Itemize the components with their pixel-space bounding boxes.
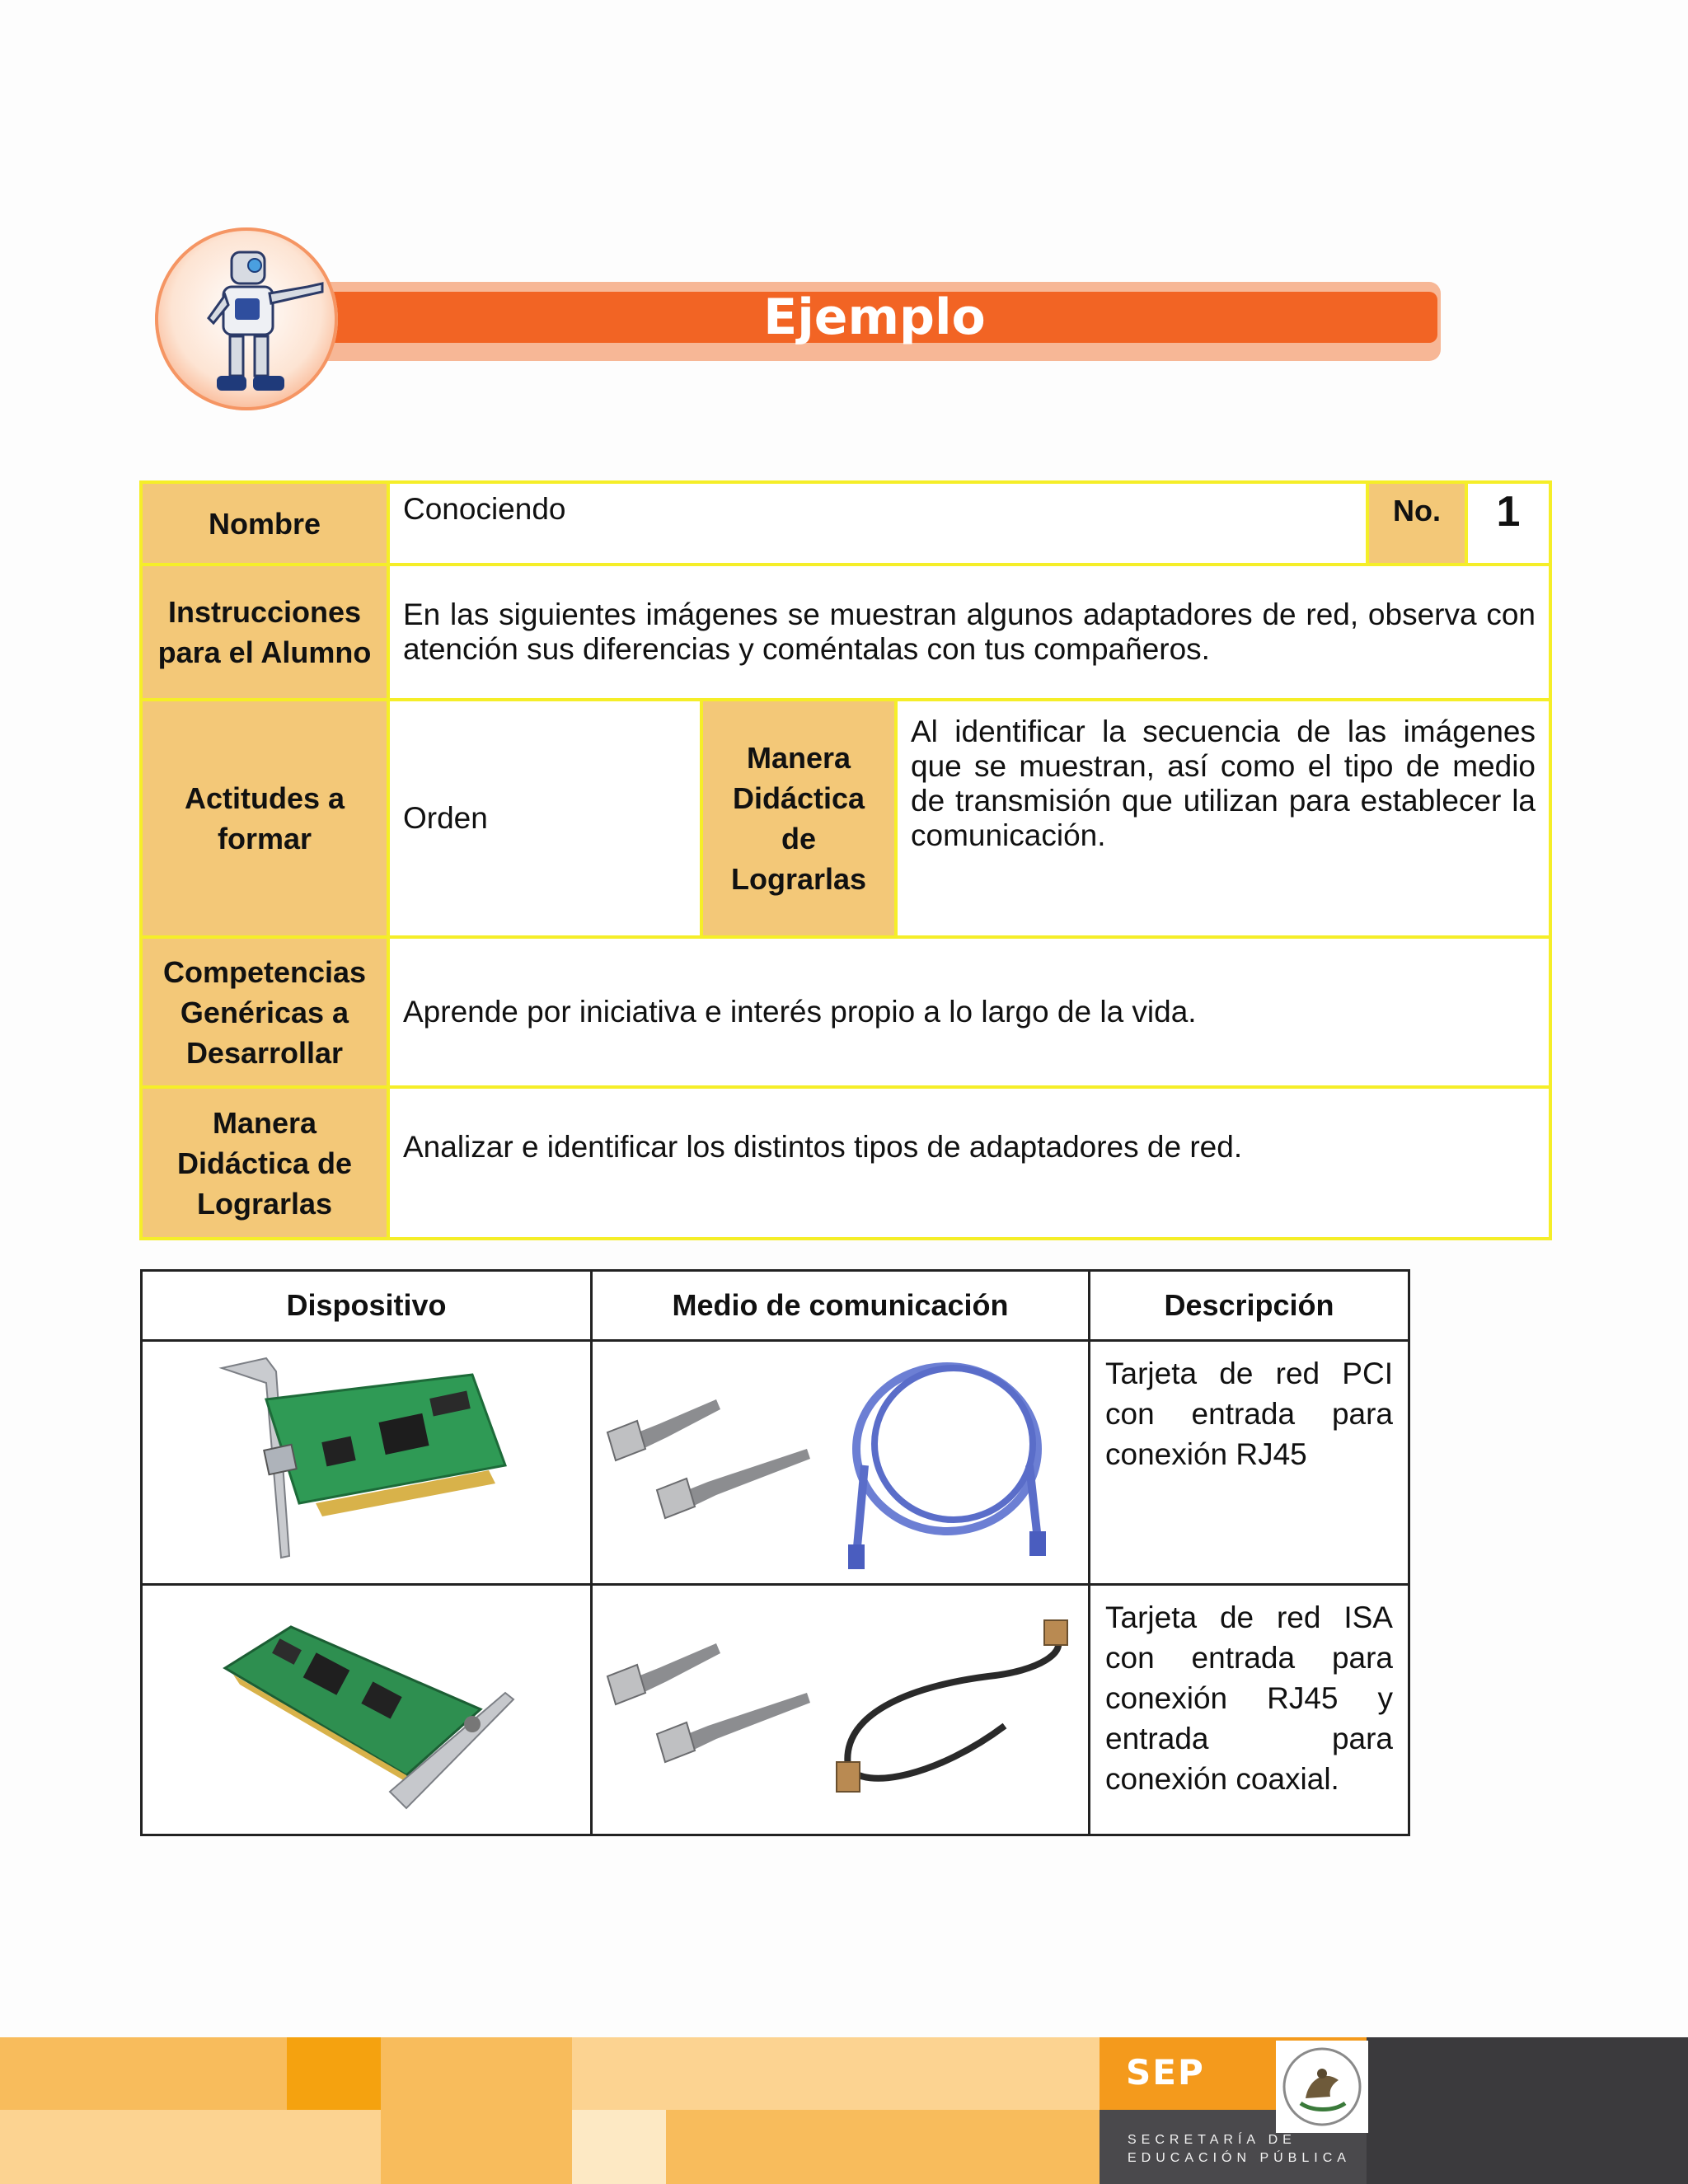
banner-title: Ejemplo bbox=[763, 288, 986, 346]
devices-table bbox=[140, 1269, 1410, 1836]
sep-subtitle-2: EDUCACIÓN PÚBLICA bbox=[1128, 2151, 1351, 2165]
instrucciones-value: En las siguientes imágenes se muestran algunos adaptadores de red, observa con atención sus diferencias y coméntalas con tus compañeros. bbox=[388, 565, 1550, 700]
footer-block bbox=[0, 2037, 287, 2110]
no-label: No. bbox=[1367, 482, 1466, 565]
pci-card-image-cell bbox=[142, 1341, 592, 1585]
footer-block bbox=[572, 2037, 1100, 2110]
rj45-cable-icon bbox=[593, 1342, 1090, 1579]
activity-info-table bbox=[139, 480, 1552, 1240]
isa-card-image-cell bbox=[142, 1585, 592, 1835]
header-dispositivo: Dispositivo bbox=[142, 1271, 592, 1341]
pci-network-card-icon bbox=[143, 1342, 593, 1579]
actitudes-value: Orden bbox=[388, 700, 701, 937]
actitudes-label: Actitudes a formar bbox=[141, 700, 388, 937]
footer-block bbox=[666, 2110, 1100, 2184]
coax-medium-image-cell bbox=[592, 1585, 1090, 1835]
mexico-coat-of-arms-icon bbox=[1276, 2041, 1368, 2133]
footer-block bbox=[572, 2110, 666, 2184]
manera-didactica-value: Al identificar la secuencia de las imágenes que se muestran, así como el tipo de medio de transmisión que utilizan para establecer la comunicación. bbox=[896, 700, 1550, 937]
competencias-label: Competencias Genéricas a Desarrollar bbox=[141, 937, 388, 1087]
nombre-label: Nombre bbox=[141, 482, 388, 565]
footer-dark-block bbox=[1367, 2037, 1688, 2184]
footer-block bbox=[0, 2110, 381, 2184]
rj45-and-coax-cable-icon bbox=[593, 1586, 1090, 1830]
isa-network-card-icon bbox=[143, 1586, 593, 1830]
sep-subtitle-1: SECRETARÍA DE bbox=[1128, 2133, 1296, 2147]
footer-block bbox=[287, 2037, 381, 2110]
header-medio: Medio de comunicación bbox=[592, 1271, 1090, 1341]
manera-didactica-label-2: Manera Didáctica de Lograrlas bbox=[141, 1087, 388, 1239]
robot-mascot-icon bbox=[184, 244, 324, 409]
nombre-value: Conociendo bbox=[388, 482, 1367, 565]
sep-logo: SEP bbox=[1126, 2052, 1205, 2093]
no-value: 1 bbox=[1466, 482, 1550, 565]
footer-block bbox=[381, 2110, 572, 2184]
mascot-badge bbox=[155, 227, 338, 410]
rj45-medium-image-cell bbox=[592, 1341, 1090, 1585]
instrucciones-label: Instrucciones para el Alumno bbox=[141, 565, 388, 700]
footer-block bbox=[381, 2037, 572, 2110]
footer-band bbox=[0, 2037, 1688, 2184]
header-descripcion: Descripción bbox=[1090, 1271, 1409, 1341]
isa-description: Tarjeta de red ISA con entrada para conexión RJ45 y entrada para conexión coaxial. bbox=[1090, 1585, 1409, 1835]
header-banner bbox=[155, 224, 1445, 414]
pci-description: Tarjeta de red PCI con entrada para conexión RJ45 bbox=[1090, 1341, 1409, 1585]
manera-didactica-label: Manera Didáctica de Lograrlas bbox=[701, 700, 896, 937]
manera-didactica-value-2: Analizar e identificar los distintos tipos de adaptadores de red. bbox=[388, 1087, 1550, 1239]
competencias-value: Aprende por iniciativa e interés propio a lo largo de la vida. bbox=[388, 937, 1550, 1087]
